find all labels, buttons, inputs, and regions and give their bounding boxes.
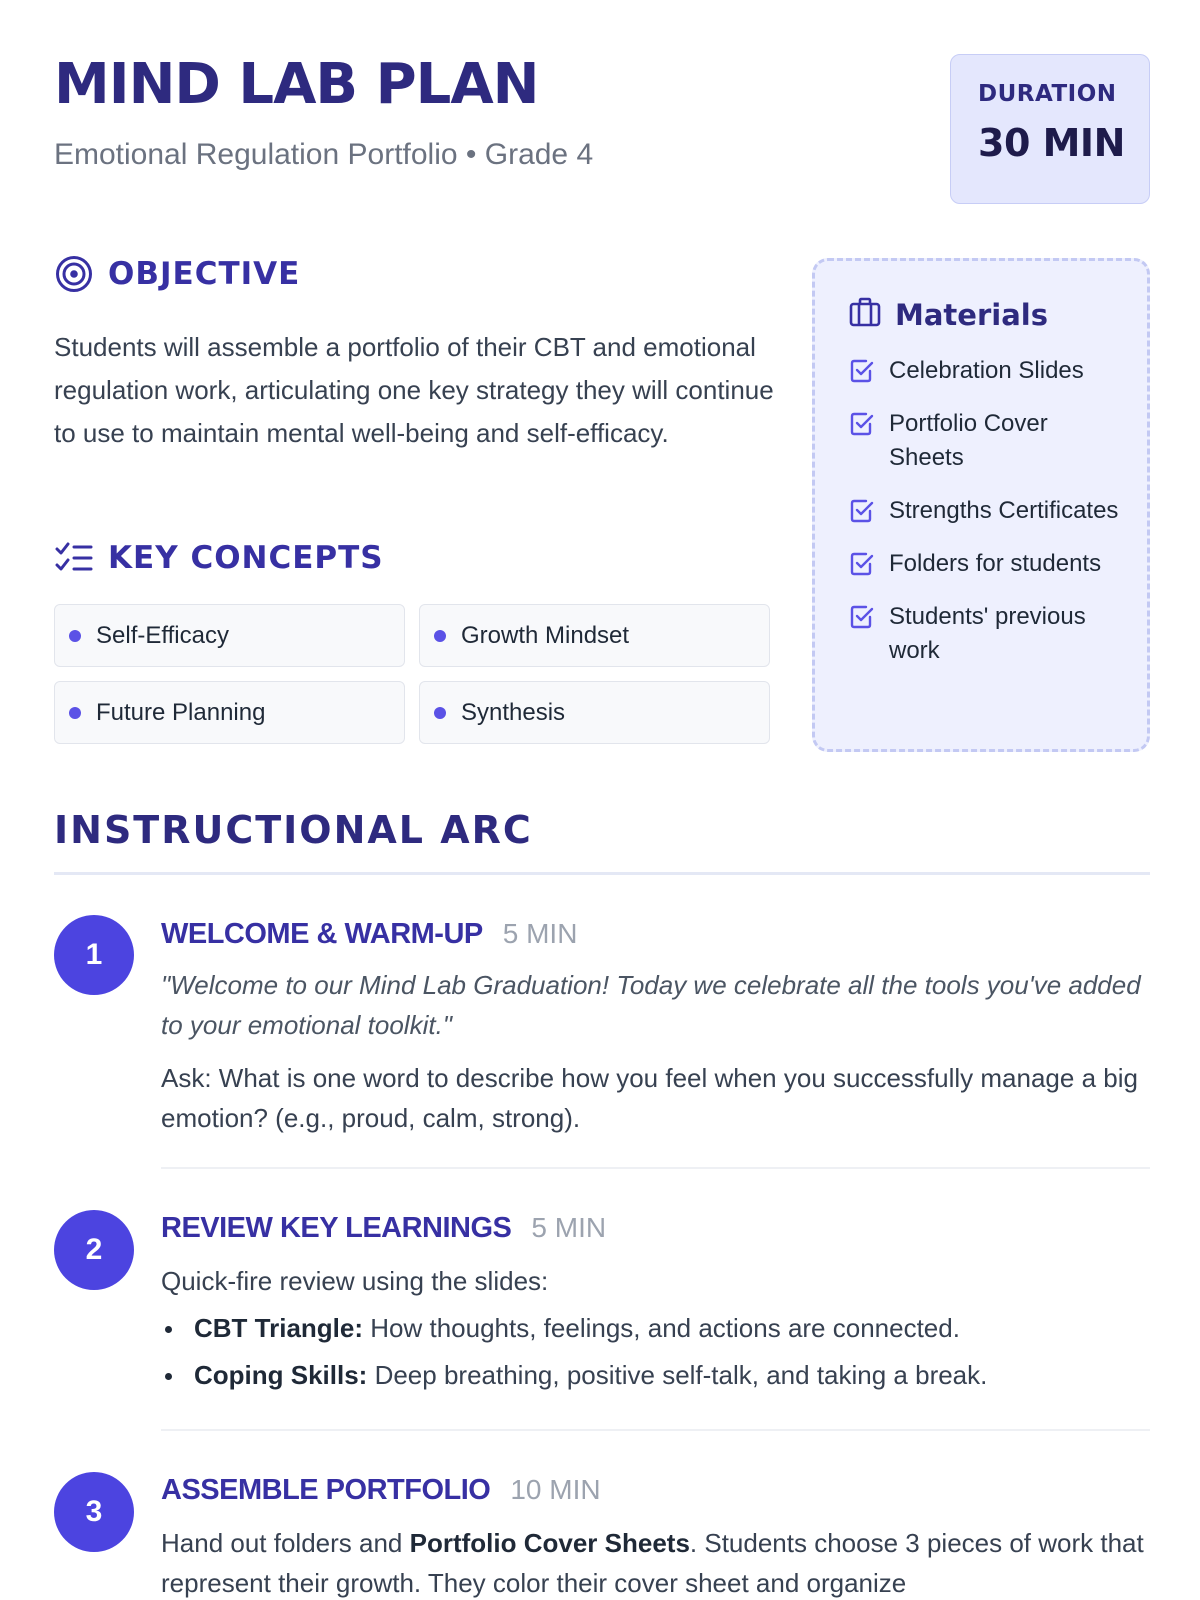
materials-panel xyxy=(812,258,1150,752)
step-text: Ask: What is one word to describe how you feel when you successfully manage a big emotion? (e.g., proud, calm, strong). xyxy=(161,1063,1138,1133)
material-item xyxy=(849,494,1147,528)
material-label: Folders for students xyxy=(889,550,1102,577)
concept-label: Synthesis xyxy=(461,698,566,726)
step-divider xyxy=(161,1167,1150,1169)
concept-label: Self-Efficacy xyxy=(96,621,229,649)
bullet-description: How thoughts, feelings, and actions are connected. xyxy=(363,1313,960,1343)
step-number-badge: 1 xyxy=(54,915,134,995)
step-divider xyxy=(161,1429,1150,1431)
step-title: REVIEW KEY LEARNINGS xyxy=(161,1212,512,1244)
concept-chip xyxy=(54,681,405,744)
checkbox-checked-icon xyxy=(849,551,875,577)
concept-chip xyxy=(419,604,770,667)
checkbox-checked-icon xyxy=(849,411,875,437)
material-item xyxy=(849,547,1147,581)
step-header xyxy=(161,1212,1150,1245)
material-item xyxy=(849,407,1147,475)
instructional-arc-title: INSTRUCTIONAL ARC xyxy=(54,808,533,852)
checklist-icon xyxy=(54,538,94,578)
step-number-badge: 3 xyxy=(54,1472,134,1552)
objective-heading xyxy=(54,254,300,294)
step-body xyxy=(161,1212,1150,1399)
materials-title: Materials xyxy=(895,297,1048,332)
bullet-description: Deep breathing, positive self-talk, and taking a break. xyxy=(367,1360,988,1390)
material-label: Strengths Certificates xyxy=(889,497,1119,524)
step-title: ASSEMBLE PORTFOLIO xyxy=(161,1474,491,1506)
checkbox-checked-icon xyxy=(849,604,875,630)
target-icon xyxy=(54,254,94,294)
material-label: Portfolio Cover Sheets xyxy=(889,410,1048,471)
step-text-bold: Portfolio Cover Sheets xyxy=(409,1528,690,1558)
step-bullet-list xyxy=(161,1305,1150,1399)
page-title: MIND LAB PLAN xyxy=(54,52,539,117)
duration-value: 30 MIN xyxy=(978,121,1125,165)
duration-badge xyxy=(950,54,1150,204)
objective-heading-label: OBJECTIVE xyxy=(108,256,301,292)
concept-chip xyxy=(54,604,405,667)
material-label: Celebration Slides xyxy=(889,357,1084,384)
bullet-dot-icon xyxy=(69,707,81,719)
bullet-dot-icon xyxy=(434,630,446,642)
step-header xyxy=(161,918,1150,951)
step-header xyxy=(161,1474,1150,1507)
material-item xyxy=(849,600,1147,668)
step-title: WELCOME & WARM-UP xyxy=(161,918,483,950)
section-divider xyxy=(54,872,1150,875)
material-label: Students' previous work xyxy=(889,603,1086,664)
step-duration: 5 MIN xyxy=(531,1212,607,1243)
duration-label: DURATION xyxy=(978,81,1117,107)
step-body xyxy=(161,1474,1150,1600)
bullet-term: CBT Triangle: xyxy=(194,1313,364,1343)
step-text-part: . Students choose 3 pieces of work that represent their growth. They color their cover sheet and organize xyxy=(161,1528,1144,1598)
step-number-badge: 2 xyxy=(54,1210,134,1290)
step-text: Quick-fire review using the slides: xyxy=(161,1266,549,1296)
step-text-part: Hand out folders and xyxy=(161,1528,410,1558)
step-duration: 5 MIN xyxy=(502,918,578,949)
concept-label: Future Planning xyxy=(96,698,266,726)
key-concepts-heading-label: KEY CONCEPTS xyxy=(108,540,384,576)
list-item xyxy=(161,1305,1150,1352)
lesson-plan-page xyxy=(54,0,1150,1600)
checkbox-checked-icon xyxy=(849,358,875,384)
bullet-dot-icon xyxy=(69,630,81,642)
step-text xyxy=(161,1523,1150,1600)
concept-label: Growth Mindset xyxy=(461,621,630,649)
objective-text: Students will assemble a portfolio of their CBT and emotional regulation work, articulating one key strategy they will continue to use to maintain mental well-being and self-efficacy. xyxy=(54,332,774,448)
bullet-term: Coping Skills: xyxy=(194,1360,368,1390)
page-subtitle: Emotional Regulation Portfolio • Grade 4 xyxy=(54,138,594,171)
checkbox-checked-icon xyxy=(849,498,875,524)
step-body xyxy=(161,918,1150,1138)
list-item xyxy=(161,1352,1150,1399)
key-concepts-grid xyxy=(54,604,770,744)
briefcase-icon xyxy=(849,297,881,332)
concept-chip xyxy=(419,681,770,744)
bullet-dot-icon xyxy=(434,707,446,719)
materials-heading xyxy=(849,297,1147,332)
key-concepts-heading xyxy=(54,538,384,578)
material-item xyxy=(849,354,1147,388)
step-quote: "Welcome to our Mind Lab Graduation! Today we celebrate all the tools you've added to your emotional toolkit." xyxy=(161,970,1141,1040)
step-duration: 10 MIN xyxy=(510,1474,601,1505)
